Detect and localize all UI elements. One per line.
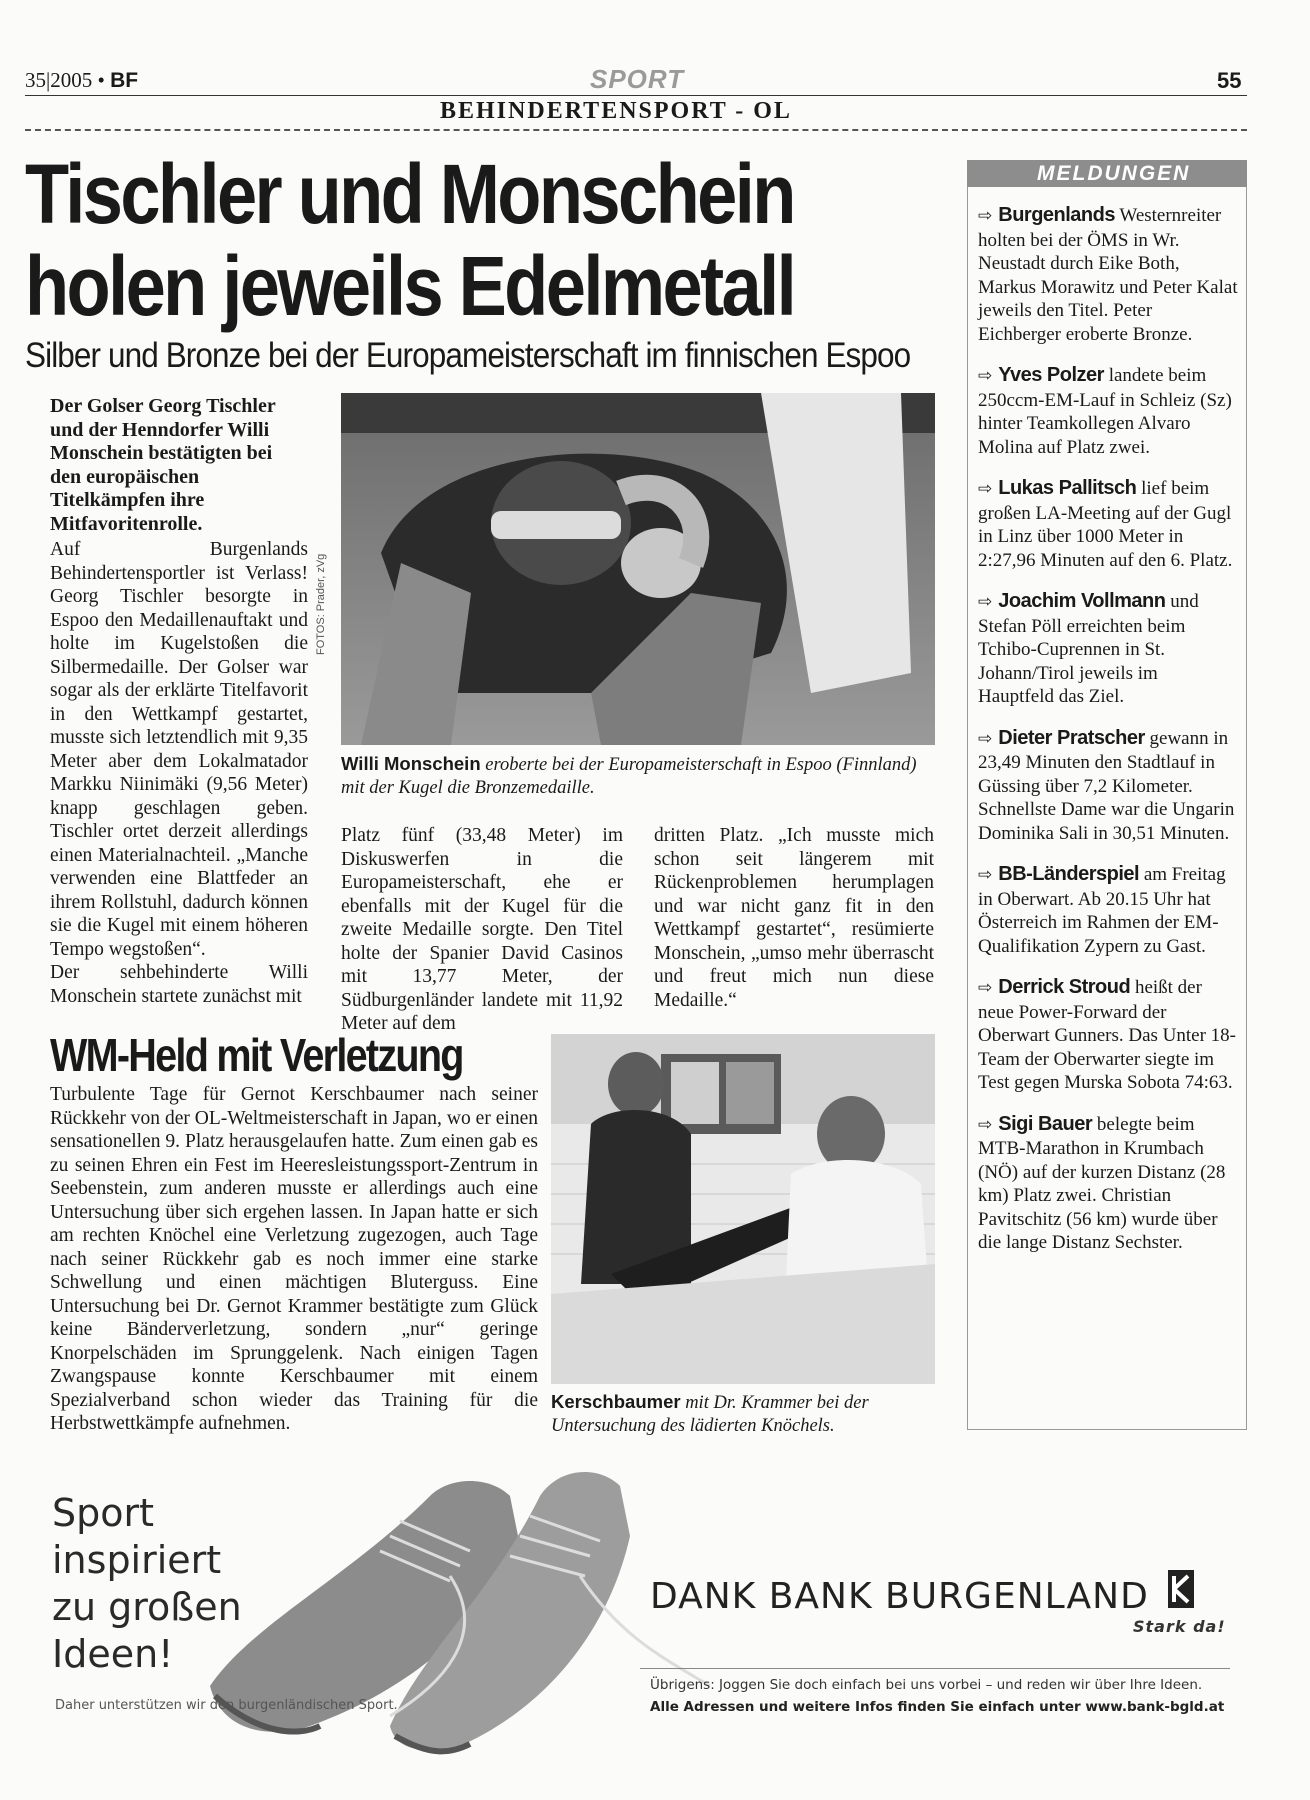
news-item-text: belegte beim MTB-Marathon in Krumbach (NÖ) auf der kurzen Distanz (28 km) Platz zwei. Christian Pavitschitz (56 km) wurde über die lange Distanz Sechster. xyxy=(978,1113,1226,1253)
news-item-name: Lukas Pallitsch xyxy=(998,477,1137,499)
news-item xyxy=(978,590,1238,709)
photo-caption-1 xyxy=(341,752,935,800)
magazine-name: BF xyxy=(110,69,139,92)
photo-caption-2 xyxy=(551,1390,935,1438)
article-column-1 xyxy=(50,538,308,1008)
article-subheadline: Silber und Bronze bei der Europameisterschaft im finnischen Espoo xyxy=(25,336,911,375)
article-column-3: dritten Platz. „Ich musste mich schon seit längerem mit Rückenproblemen herumplagen und war nicht ganz fit in den Wettkampf gestartet“, resümierte Monschein, „umso mehr überrascht und freut mich nun diese Medaille.“ xyxy=(654,825,934,1011)
arrow-icon: ⇨ xyxy=(978,1114,993,1135)
ad-slogan-line: zu großen xyxy=(52,1585,242,1629)
news-item-text: lief beim großen LA-Meeting auf der Gugl in Linz über 1000 Meter in 2:27,96 Minuten auf den 6. Platz. xyxy=(978,478,1233,571)
section-title: SPORT xyxy=(590,64,685,94)
bank-logo-icon xyxy=(1168,1570,1194,1608)
issue-info xyxy=(25,68,138,93)
ad-slogan-line: Ideen! xyxy=(52,1632,174,1676)
photo-monschein xyxy=(341,393,935,745)
news-item-name: Joachim Vollmann xyxy=(998,590,1166,612)
ad-note: Daher unterstützen wir den burgenländischen Sport. xyxy=(55,1698,398,1713)
ad-website-line: Alle Adressen und weitere Infos finden Sie einfach unter www.bank-bgld.at xyxy=(650,1699,1225,1715)
ad-slogan-line: Sport xyxy=(52,1491,155,1535)
article-headline xyxy=(25,148,799,332)
ad-info-line: Übrigens: Joggen Sie doch einfach bei uns vorbei – und reden wir über Ihre Ideen. xyxy=(650,1677,1203,1693)
subsection-title: BEHINDERTENSPORT - OL xyxy=(440,98,792,124)
caption-1-text: eroberte bei der Europameisterschaft in Espoo (Finnland) mit der Kugel die Bronzemedaille. xyxy=(341,755,917,798)
header-rule xyxy=(25,95,1247,96)
news-item xyxy=(978,863,1238,958)
arrow-icon: ⇨ xyxy=(978,479,993,499)
news-item xyxy=(978,976,1238,1095)
photo-kerschbaumer-image xyxy=(551,1034,935,1384)
photo-monschein-image xyxy=(341,393,935,745)
news-item-text: am Freitag in Oberwart. Ab 20.15 Uhr hat Österreich im Rahmen der EM-Qualifikation Zypern zu Gast. xyxy=(978,864,1226,957)
article-2-body: Turbulente Tage für Gernot Kerschbaumer nach seiner Rückkehr von der OL-Weltmeisterschaft in Japan, wo er einen sensationellen 9. Platz herausgelaufen hatte. Zum einen gab es zu seinen Ehren ein Fest im Heeresleistungssport-Zentrum in Seebenstein, zum anderen musste er allerdings auch eine Untersuchung über sich ergehen lassen. In Japan hatte er sich am rechten Knöchel eine Verletzung zugezogen, auch Tage nach seiner Rückkehr gab es noch immer eine starke Schwellung und einen mächtigen Bluterguss. Eine Untersuchung bei Dr. Gernot Krammer bestätigte zum Glück keine Bänderverletzung, sondern „nur“ geringe Knorpelschäden im Sprunggelenk. Nach einigen Tagen Zwangspause konnte Kerschbaumer mit einem Spezialverband schon wieder das Training für die Herbstwettkämpfe aufnehmen. xyxy=(50,1084,538,1434)
news-item-text: gewann in 23,49 Minuten den Stadtlauf in Güssing über 7,2 Kilometer. Schnellste Dame war die Ungarin Dominika Sali in 30,51 Minuten. xyxy=(978,727,1235,844)
ad-slogan-line: inspiriert xyxy=(52,1538,222,1582)
caption-2-name: Kerschbaumer xyxy=(551,1391,681,1412)
arrow-icon: ⇨ xyxy=(978,206,993,226)
news-item-name: Sigi Bauer xyxy=(998,1112,1093,1135)
news-item-name: Burgenlands xyxy=(998,204,1115,226)
arrow-icon: ⇨ xyxy=(978,865,993,885)
headline-line-1: Tischler und Monschein xyxy=(25,147,794,241)
header-dashed-rule xyxy=(25,129,1247,131)
arrow-icon: ⇨ xyxy=(978,728,993,749)
caption-2-text: mit Dr. Krammer bei der Untersuchung des lädierten Knöchels. xyxy=(551,1393,869,1436)
column-1-paragraph-2: Der sehbehinderte Willi Monschein startete zunächst mit xyxy=(50,962,308,1007)
article-column-2: Platz fünf (33,48 Meter) im Diskuswerfen in die Europameisterschaft, ehe er ebenfalls mit der Kugel für die zweite Medaille sorgte. Den Titel holte der Spanier David Casinos mit 13,77 Meter, der Südburgenländer landete mit 11,92 Meter auf dem xyxy=(341,825,623,1034)
ad-divider xyxy=(640,1668,1230,1669)
news-item-name: Derrick Stroud xyxy=(998,976,1131,998)
issue-number: 35|2005 • xyxy=(25,68,105,92)
arrow-icon: ⇨ xyxy=(978,592,993,612)
news-item xyxy=(978,727,1238,846)
bank-logo-shape xyxy=(1168,1570,1194,1608)
news-item xyxy=(978,204,1238,346)
sidebar-list xyxy=(978,204,1238,1273)
bank-tagline: Stark da! xyxy=(1133,1617,1226,1636)
ad-slogan xyxy=(52,1490,242,1678)
photo-kerschbaumer xyxy=(551,1034,935,1384)
arrow-icon: ⇨ xyxy=(978,366,993,386)
news-item xyxy=(978,1113,1238,1255)
bank-name: DANK BANK BURGENLAND xyxy=(650,1576,1149,1617)
article-lead: Der Golser Georg Tischler und der Henndorfer Willi Monschein bestätigten bei den europäischen Titelkämpfen ihre Mitfavoritenrolle. xyxy=(50,395,276,535)
sidebar-title: MELDUNGEN xyxy=(967,160,1247,187)
arrow-icon: ⇨ xyxy=(978,978,993,998)
news-item xyxy=(978,364,1238,459)
news-item-text: und Stefan Pöll erreichten beim Tchibo-Cuprennen in St. Johann/Tirol jeweils im Hauptfeld das Ziel. xyxy=(978,591,1199,707)
page-number: 55 xyxy=(1217,68,1242,93)
news-item-name: Yves Polzer xyxy=(998,364,1104,386)
news-item xyxy=(978,477,1238,572)
news-item-text: heißt der neue Power-Forward der Oberwart Gunners. Das Unter 18-Team der Oberwarter siegte im Test gegen Murska Sobota 74:63. xyxy=(978,977,1237,1093)
news-item-text: Westernreiter holten bei der ÖMS in Wr. Neustadt durch Eike Both, Markus Morawitz und Peter Kalat jeweils den Titel. Peter Eichberger eroberte Bronze. xyxy=(978,205,1238,345)
article-2-headline: WM-Held mit Verletzung xyxy=(50,1029,463,1081)
headline-line-2: holen jeweils Edelmetall xyxy=(25,239,795,333)
news-item-name: BB-Länderspiel xyxy=(998,863,1140,885)
column-1-paragraph-1: Auf Burgenlands Behindertensportler ist Verlass! Georg Tischler besorgte in Espoo den Medaillenauftakt und holte im Kugelstoßen die Silbermedaille. Der Golser war sogar als der erklärte Titelfavorit in den Wettkampf gestartet, musste sich letztendlich mit 9,35 Meter aber dem Lokalmatador Markku Niinimäki (9,56 Meter) knapp geschlagen geben. Tischler ortet derzeit allerdings einen Materialnachteil. „Manche verwenden eine Blattfeder an ihrem Rollstuhl, dadurch können sie die Kugel mit einem höheren Tempo wegstoßen“. xyxy=(50,539,308,960)
news-item-name: Dieter Pratscher xyxy=(998,726,1145,749)
news-item-text: landete beim 250ccm-EM-Lauf in Schleiz (Sz) hinter Teamkollegen Alvaro Molina auf Platz zwei. xyxy=(978,365,1232,458)
caption-1-name: Willi Monschein xyxy=(341,753,481,774)
photo-credit: FOTOS: Prader, zVg xyxy=(315,553,327,655)
